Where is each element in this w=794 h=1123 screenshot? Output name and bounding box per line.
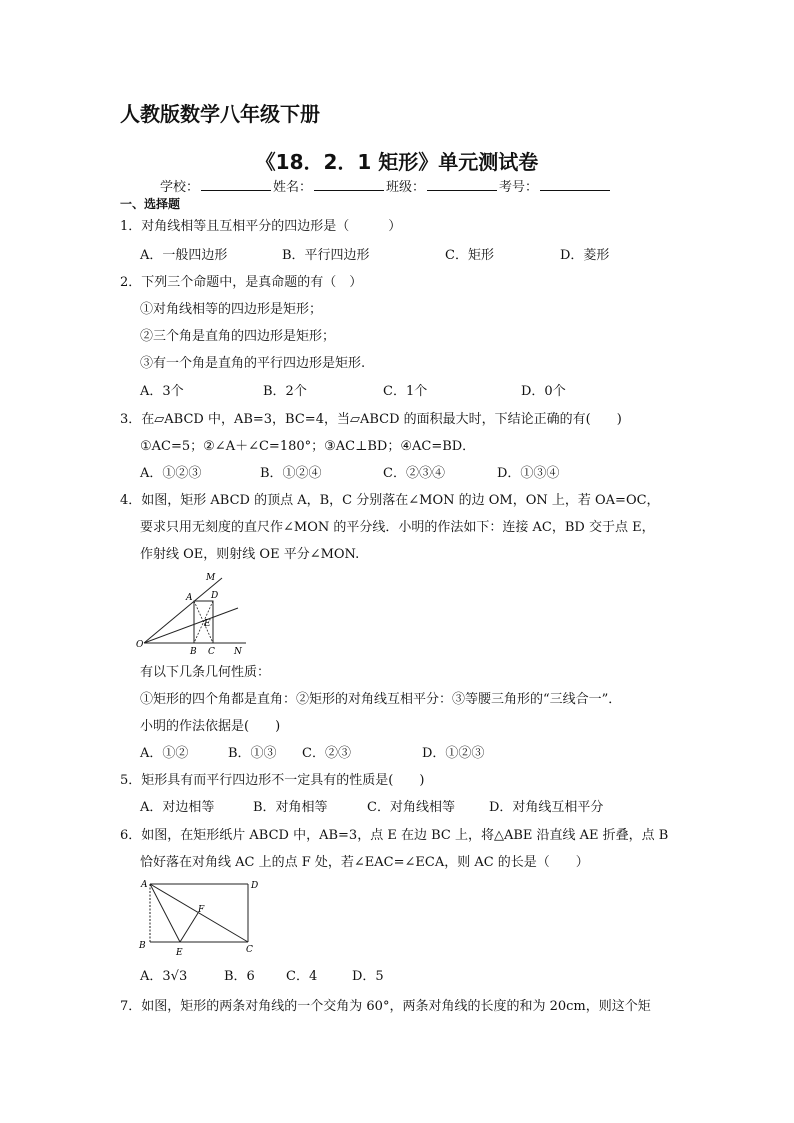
fig4-label-n: N [234, 647, 242, 656]
q3-option-c[interactable]: C．②③④ [383, 466, 445, 481]
q5-option-d[interactable]: D．对角线互相平分 [489, 800, 604, 815]
question-4-line-3: 作射线 OE，则射线 OE 平分∠MON. [140, 547, 360, 562]
fig4-label-o: O [136, 640, 144, 650]
q3-option-a[interactable]: A．①②③ [140, 466, 202, 481]
fig4-label-e: E [204, 619, 211, 629]
exam-no-blank[interactable] [540, 177, 610, 191]
q6-option-a[interactable]: A．3√3 [140, 969, 188, 984]
figure-folded-rectangle [136, 876, 264, 960]
question-4-line-6: 小明的作法依据是( ) [140, 719, 281, 734]
q1-option-c[interactable]: C．矩形 [445, 248, 494, 263]
q3-option-d[interactable]: D．①③④ [497, 466, 560, 481]
q3-option-b[interactable]: B．①②④ [260, 466, 322, 481]
school-label: 学校： [160, 180, 200, 195]
question-1-stem: 1．对角线相等且互相平分的四边形是（ ） [120, 219, 402, 234]
q6-option-d[interactable]: D．5 [352, 969, 384, 984]
q5-option-c[interactable]: C．对角线相等 [367, 800, 455, 815]
fig4-label-m: M [206, 573, 216, 583]
fig4-label-c: C [208, 647, 215, 656]
figure-angle-mon-rectangle [136, 570, 256, 656]
q2-statement-2: ②三个角是直角的四边形是矩形； [140, 329, 336, 344]
q6-option-c[interactable]: C．4 [286, 969, 318, 984]
exam-no-label: 考号： [499, 180, 539, 195]
q1-option-a[interactable]: A．一般四边形 [140, 248, 228, 263]
q4-option-d[interactable]: D．①②③ [422, 746, 485, 761]
q4-option-b[interactable]: B．①③ [228, 746, 277, 761]
question-2-stem: 2．下列三个命题中，是真命题的有（ ） [120, 275, 363, 290]
fig4-label-b: B [190, 647, 197, 656]
q5-option-a[interactable]: A．对边相等 [140, 800, 215, 815]
q1-option-d[interactable]: D．菱形 [560, 248, 610, 263]
q2-option-a[interactable]: A．3个 [140, 384, 184, 399]
class-label: 班级： [386, 180, 426, 195]
question-7-stem: 7．如图，矩形的两条对角线的一个交角为 60°，两条对角线的长度的和为 20cm，则这个矩 [120, 999, 651, 1014]
fig6-label-c: C [246, 945, 253, 955]
q2-option-d[interactable]: D．0个 [521, 384, 566, 399]
question-4-line-2: 要求只用无刻度的直尺作∠MON 的平分线．小明的作法如下：连接 AC，BD 交于点 E， [140, 520, 655, 535]
q6-option-b[interactable]: B．6 [224, 969, 255, 984]
class-blank[interactable] [427, 177, 497, 191]
fig6-label-b: B [139, 941, 146, 951]
name-blank[interactable] [314, 177, 384, 191]
section-heading: 一、选择题 [120, 197, 181, 211]
name-label: 姓名： [273, 180, 313, 195]
fig4-label-d: D [211, 591, 219, 601]
student-info-line [160, 176, 612, 195]
question-4-stem: 4．如图，矩形 ABCD 的顶点 A，B，C 分别落在∠MON 的边 OM，ON 上，若 OA=OC， [120, 493, 660, 508]
question-4-line-4: 有以下几条几何性质： [140, 665, 271, 680]
fig6-label-e: E [176, 948, 183, 958]
q2-option-c[interactable]: C．1个 [383, 384, 428, 399]
fig4-label-a: A [186, 593, 193, 603]
page-title: 《18．2．1 矩形》单元测试卷 [255, 150, 539, 174]
school-blank[interactable] [201, 177, 271, 191]
fig6-label-a: A [141, 880, 148, 890]
question-3-stem: 3．在▱ABCD 中，AB=3，BC=4，当▱ABCD 的面积最大时，下结论正确的有( ) [120, 412, 622, 427]
fig6-label-f: F [198, 905, 205, 915]
question-3-conditions: ①AC=5；②∠A＋∠C=180°；③AC⊥BD；④AC=BD． [140, 439, 476, 454]
fig6-label-d: D [251, 881, 259, 891]
question-6-line-2: 恰好落在对角线 AC 上的点 F 处，若∠EAC=∠ECA，则 AC 的长是（ ） [140, 855, 589, 870]
q4-option-c[interactable]: C．②③ [302, 746, 351, 761]
q2-statement-1: ①对角线相等的四边形是矩形； [140, 302, 323, 317]
series-title: 人教版数学八年级下册 [120, 102, 320, 126]
question-4-properties: ①矩形的四个角都是直角：②矩形的对角线互相平分：③等腰三角形的“三线合一”． [140, 692, 622, 707]
q2-option-b[interactable]: B．2个 [263, 384, 307, 399]
q4-option-a[interactable]: A．①② [140, 746, 189, 761]
question-6-stem: 6．如图，在矩形纸片 ABCD 中，AB=3，点 E 在边 BC 上，将△ABE 沿直线 AE 折叠，点 B [120, 828, 669, 843]
q2-statement-3: ③有一个角是直角的平行四边形是矩形. [140, 356, 366, 371]
q1-option-b[interactable]: B．平行四边形 [282, 248, 370, 263]
question-5-stem: 5．矩形具有而平行四边形不一定具有的性质是( ) [120, 773, 425, 788]
q5-option-b[interactable]: B．对角相等 [253, 800, 328, 815]
